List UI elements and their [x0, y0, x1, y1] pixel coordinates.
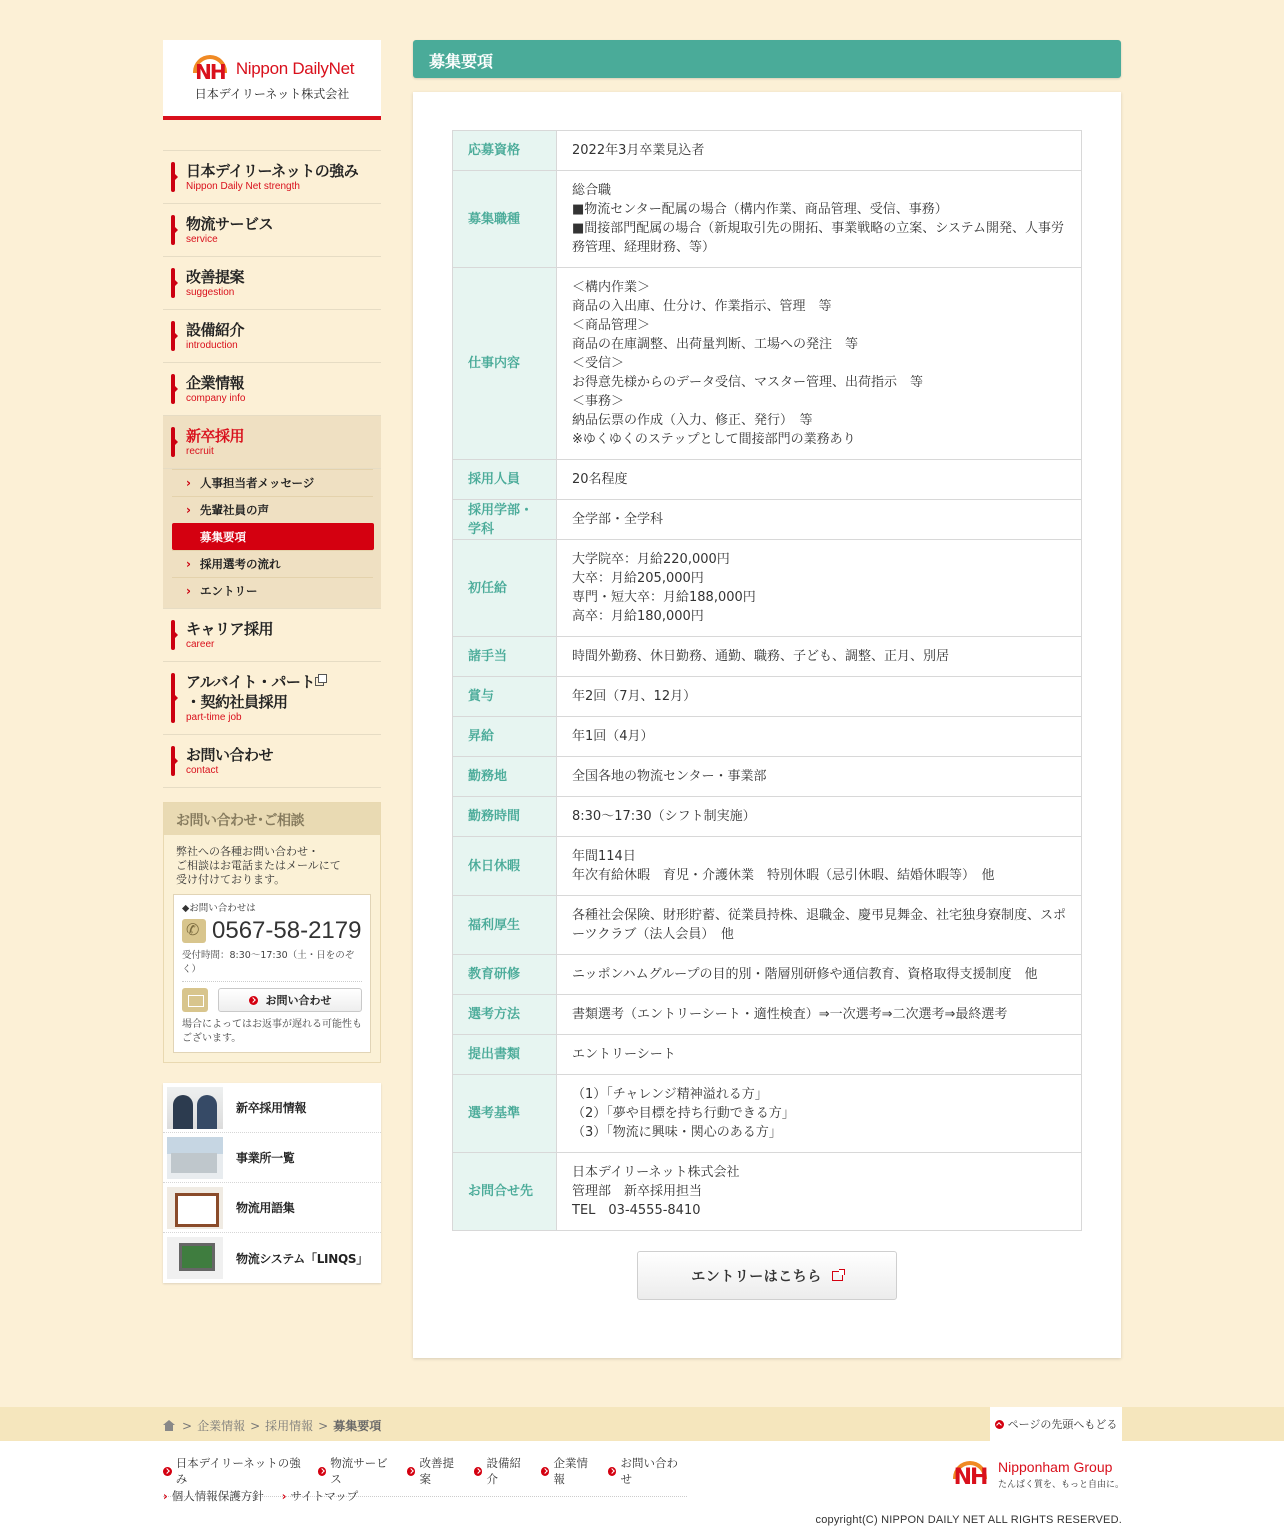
row-value: 年2回（7月、12月） — [557, 677, 1082, 717]
row-header: 昇給 — [453, 717, 557, 757]
entry-button[interactable] — [637, 1251, 897, 1300]
home-icon[interactable] — [163, 1420, 175, 1431]
breadcrumb-bar — [0, 1407, 1284, 1441]
footer-link-company[interactable] — [541, 1455, 598, 1487]
logo-row — [190, 55, 354, 83]
banner-glossary[interactable] — [163, 1183, 381, 1233]
row-header: 仕事内容 — [453, 268, 557, 460]
subnav-item-selection-flow[interactable] — [172, 550, 373, 577]
nav-sublabel: Nippon Daily Net strength — [186, 181, 300, 192]
content-panel — [413, 92, 1121, 1358]
chevron-right-icon: › — [186, 584, 191, 598]
row-header: お問合せ先 — [453, 1153, 557, 1231]
nav-marker-icon — [171, 215, 175, 245]
contact-form-button[interactable] — [218, 988, 362, 1012]
external-window-icon — [315, 677, 324, 686]
arrow-circle-icon — [249, 996, 258, 1005]
row-header: 応募資格 — [453, 131, 557, 171]
reception-hours: 受付時間：8:30～17:30（土・日をのぞく） — [182, 947, 362, 982]
arrow-circle-icon — [608, 1467, 617, 1476]
external-window-icon — [832, 1271, 843, 1281]
footer — [0, 1441, 1284, 1538]
footer-link-suggestion[interactable] — [407, 1455, 464, 1487]
banner-label: 物流システム「LINQS」 — [236, 1251, 368, 1266]
nav-marker-icon — [171, 268, 175, 298]
nav-sublabel: contact — [186, 765, 219, 776]
footer-link-label: 日本デイリーネットの強み — [175, 1456, 301, 1486]
breadcrumb-separator: > — [250, 1418, 261, 1433]
back-to-top-label: ページの先頭へもどる — [1007, 1418, 1118, 1431]
nav-marker-icon — [171, 162, 175, 192]
nav-item-contact[interactable] — [163, 735, 381, 788]
nav-item-service[interactable] — [163, 204, 381, 257]
nav-marker-icon — [171, 427, 175, 457]
breadcrumb — [163, 1417, 381, 1434]
row-header: 採用人員 — [453, 460, 557, 500]
phone-label: ◆お問い合わせは — [182, 903, 256, 914]
row-header: 休日休暇 — [453, 837, 557, 896]
footer-link-label: 設備紹介 — [486, 1456, 521, 1486]
nav-label-text: アルバイト・パート ・契約社員採用 — [186, 673, 315, 711]
nav-label — [186, 672, 371, 712]
recruit-subnav — [163, 469, 381, 609]
banner-label: 新卒採用情報 — [236, 1101, 307, 1115]
banner-linqs[interactable] — [163, 1233, 381, 1283]
row-value: ＜構内作業＞ 商品の入出庫、仕分け、作業指示、管理 等 ＜商品管理＞ 商品の在庫調整、出荷量判断、工場への発注 等 ＜受信＞ お得意先様からのデータ受信、マスター管理、出荷指示 等 ＜事務＞ 納品伝票の作成（入力、修正、発行） 等 ※ゆくゆくのステップとして間接部門の業務あり — [557, 268, 1082, 460]
table-row — [453, 637, 1082, 677]
nav-item-company-info[interactable] — [163, 363, 381, 416]
subnav-label: 募集要項 — [200, 529, 246, 544]
row-header: 賞与 — [453, 677, 557, 717]
breadcrumb-separator: > — [318, 1418, 329, 1433]
nav-item-suggestion[interactable] — [163, 257, 381, 310]
subnav-label: 人事担当者メッセージ — [199, 476, 315, 490]
nav-sublabel: introduction — [186, 340, 238, 351]
table-row — [453, 500, 1082, 540]
table-row — [453, 837, 1082, 896]
breadcrumb-link-company[interactable]: 企業情報 — [197, 1419, 246, 1433]
subnav-item-employee-voice[interactable] — [172, 496, 373, 523]
nav-marker-icon — [171, 374, 175, 404]
nav-label: 企業情報 — [186, 374, 245, 392]
nav-item-part-time[interactable] — [163, 662, 381, 735]
footer-link-sitemap[interactable]: › サイトマップ — [282, 1488, 358, 1504]
row-value: 2022年3月卒業見込者 — [557, 131, 1082, 171]
arrow-circle-icon — [541, 1467, 550, 1476]
nav-label: 日本デイリーネットの強み — [186, 162, 359, 180]
group-logo-text — [998, 1459, 1124, 1490]
banner-new-grad-info[interactable] — [163, 1083, 381, 1133]
row-header: 提出書類 — [453, 1035, 557, 1075]
nav-item-recruit[interactable] — [163, 416, 381, 469]
row-header: 募集職種 — [453, 171, 557, 268]
footer-link-strength[interactable] — [163, 1455, 308, 1487]
footer-link-introduction[interactable] — [474, 1455, 531, 1487]
row-header: 福利厚生 — [453, 896, 557, 955]
row-value: 年間114日 年次有給休暇 育児・介護休業 特別休暇（忌引休暇、結婚休暇等） 他 — [557, 837, 1082, 896]
banner-list — [163, 1083, 381, 1283]
row-value: 各種社会保険、財形貯蓄、従業員持株、退職金、慶弔見舞金、社宅独身寮制度、スポーツクラブ（法人会員） 他 — [557, 896, 1082, 955]
table-row — [453, 268, 1082, 460]
row-header: 勤務地 — [453, 757, 557, 797]
back-to-top-button[interactable] — [990, 1407, 1122, 1441]
nav-marker-icon — [171, 746, 175, 776]
row-value: 時間外勤務、休日勤務、通勤、職務、子ども、調整、正月、別居 — [557, 637, 1082, 677]
breadcrumb-link-recruit[interactable]: 採用情報 — [265, 1419, 314, 1433]
row-header: 諸手当 — [453, 637, 557, 677]
row-value: 20名程度 — [557, 460, 1082, 500]
table-row — [453, 171, 1082, 268]
nav-label: 改善提案 — [186, 268, 245, 286]
table-row — [453, 757, 1082, 797]
main-nav — [163, 150, 381, 788]
arrow-up-circle-icon — [995, 1420, 1004, 1429]
nav-marker-icon — [171, 673, 175, 723]
banner-label: 事業所一覧 — [236, 1151, 295, 1165]
nav-sublabel: suggestion — [186, 287, 235, 298]
row-value: ニッポンハムグループの目的別・階層別研修や通信教育、資格取得支援制度 他 — [557, 955, 1082, 995]
footer-link-service[interactable] — [318, 1455, 397, 1487]
chevron-right-icon: › — [186, 476, 191, 490]
footer-link-label: 物流サービス — [330, 1456, 388, 1486]
subnav-label: 採用選考の流れ — [199, 557, 281, 571]
nh-logo-icon: NH — [950, 1461, 990, 1489]
table-row — [453, 540, 1082, 637]
phone-icon — [182, 919, 206, 943]
copyright: copyright(C) NIPPON DAILY NET ALL RIGHTS RESERVED. — [815, 1514, 1122, 1526]
arrow-circle-icon — [318, 1467, 327, 1476]
row-header: 選考方法 — [453, 995, 557, 1035]
nav-marker-icon — [171, 321, 175, 351]
arrow-circle-icon — [474, 1467, 483, 1476]
page-title: 募集要項 — [413, 40, 1121, 78]
logo-name-en: Nippon DailyNet — [235, 58, 355, 78]
table-row — [453, 995, 1082, 1035]
chevron-right-icon: › — [186, 557, 191, 571]
computer-photo-thumbnail — [167, 1237, 223, 1279]
main-content — [413, 40, 1121, 1358]
row-header: 選考基準 — [453, 1075, 557, 1153]
footer-link-privacy[interactable]: › 個人情報保護方針 — [163, 1488, 264, 1504]
contact-details — [173, 894, 371, 1053]
table-row — [453, 717, 1082, 757]
footer-link-label: 企業情報 — [553, 1456, 588, 1486]
row-header: 採用学部・学科 — [453, 500, 557, 540]
nav-label: 物流サービス — [186, 215, 274, 233]
row-value: 日本デイリーネット株式会社 管理部 新卒採用担当 TEL 03-4555-8410 — [557, 1153, 1082, 1231]
nav-sublabel: part-time job — [186, 712, 242, 723]
table-row — [453, 1153, 1082, 1231]
sidebar — [163, 40, 381, 1283]
reply-note: 場合によってはお返事が遅れる可能性も ございます。 — [182, 1019, 362, 1044]
nav-label: 新卒採用 — [186, 427, 245, 445]
entry-wrap — [452, 1251, 1082, 1300]
subnav-label: 先輩社員の声 — [199, 503, 269, 517]
row-value: 全学部・全学科 — [557, 500, 1082, 540]
table-row — [453, 1075, 1082, 1153]
table-row — [453, 896, 1082, 955]
subnav-item-requirements[interactable] — [172, 523, 374, 550]
subnav-item-hr-message[interactable] — [172, 469, 373, 496]
row-header: 勤務時間 — [453, 797, 557, 837]
footer-link-contact[interactable] — [608, 1455, 687, 1487]
table-row — [453, 460, 1082, 500]
row-value: 全国各地の物流センター・事業部 — [557, 757, 1082, 797]
subnav-item-entry[interactable] — [172, 577, 373, 604]
arrow-circle-icon — [407, 1467, 416, 1476]
row-value: 年1回（4月） — [557, 717, 1082, 757]
row-value: （1）「チャレンジ精神溢れる方」 （2）「夢や目標を持ち行動できる方」 （3）「物流に興味・関心のある方」 — [557, 1075, 1082, 1153]
nipponham-group-logo[interactable] — [950, 1459, 1124, 1490]
table-row — [453, 131, 1082, 171]
nav-sublabel: career — [186, 639, 215, 650]
row-value: 総合職 ■物流センター配属の場合（構内作業、商品管理、受信、事務） ■間接部門配属の場合（新規取引先の開拓、事業戦略の立案、システム開発、人事労務管理、経理財務、等） — [557, 171, 1082, 268]
requirements-table-body — [453, 131, 1082, 1231]
breadcrumb-separator: > — [182, 1418, 193, 1433]
banner-office-list[interactable] — [163, 1133, 381, 1183]
footer-link-label: 改善提案 — [419, 1456, 454, 1486]
banner-label: 物流用語集 — [236, 1201, 295, 1215]
table-row — [453, 677, 1082, 717]
contact-panel — [163, 802, 381, 1063]
nav-sublabel: service — [186, 234, 218, 245]
row-value: 8:30～17:30（シフト制実施） — [557, 797, 1082, 837]
requirements-table — [452, 130, 1082, 1231]
site-logo[interactable] — [163, 40, 381, 120]
contact-form-button-label: お問い合わせ — [265, 994, 332, 1007]
nav-label: キャリア採用 — [186, 620, 274, 638]
footer-subnav — [163, 1488, 358, 1504]
nav-sublabel: recruit — [186, 446, 214, 457]
nav-item-strength[interactable] — [163, 151, 381, 204]
table-row — [453, 797, 1082, 837]
nh-logo-icon: NH — [190, 55, 230, 83]
row-value: 大学院卒：月給220,000円 大卒：月給205,000円 専門・短大卒：月給188,000円 高卒：月給180,000円 — [557, 540, 1082, 637]
contact-panel-title: お問い合わせ･ご相談 — [164, 803, 380, 835]
staff-photo-thumbnail — [167, 1087, 223, 1129]
row-header: 初任給 — [453, 540, 557, 637]
subnav-label: エントリー — [199, 584, 258, 598]
table-row — [453, 955, 1082, 995]
breadcrumb-current: 募集要項 — [333, 1419, 382, 1433]
table-row — [453, 1035, 1082, 1075]
chevron-right-icon: › — [186, 503, 191, 517]
contact-description: 弊社への各種お問い合わせ・ ご相談はお電話またはメールにて 受け付けております。 — [176, 845, 341, 886]
mail-icon — [182, 988, 208, 1012]
board-photo-thumbnail — [167, 1187, 223, 1229]
nav-marker-icon — [171, 620, 175, 650]
nav-label: お問い合わせ — [186, 746, 274, 764]
logo-name-jp: 日本デイリーネット株式会社 — [194, 86, 350, 101]
entry-button-label: エントリーはこちら — [691, 1268, 822, 1285]
mail-row — [182, 988, 362, 1012]
row-header: 教育研修 — [453, 955, 557, 995]
nav-item-introduction[interactable] — [163, 310, 381, 363]
group-slogan: たんぱく質を、もっと自由に。 — [998, 1480, 1125, 1490]
building-photo-thumbnail — [167, 1137, 223, 1179]
footer-link-label: お問い合わせ — [620, 1456, 678, 1486]
phone-row — [182, 917, 362, 945]
row-value: エントリーシート — [557, 1035, 1082, 1075]
nav-item-career[interactable] — [163, 609, 381, 662]
group-name: Nipponham Group — [998, 1459, 1113, 1475]
row-value: 書類選考（エントリーシート・適性検査）⇒一次選考⇒二次選考⇒最終選考 — [557, 995, 1082, 1035]
nav-sublabel: company info — [186, 393, 246, 404]
nav-label: 設備紹介 — [186, 321, 245, 339]
phone-number[interactable]: 0567-58-2179 — [212, 917, 362, 944]
arrow-circle-icon — [163, 1467, 172, 1476]
